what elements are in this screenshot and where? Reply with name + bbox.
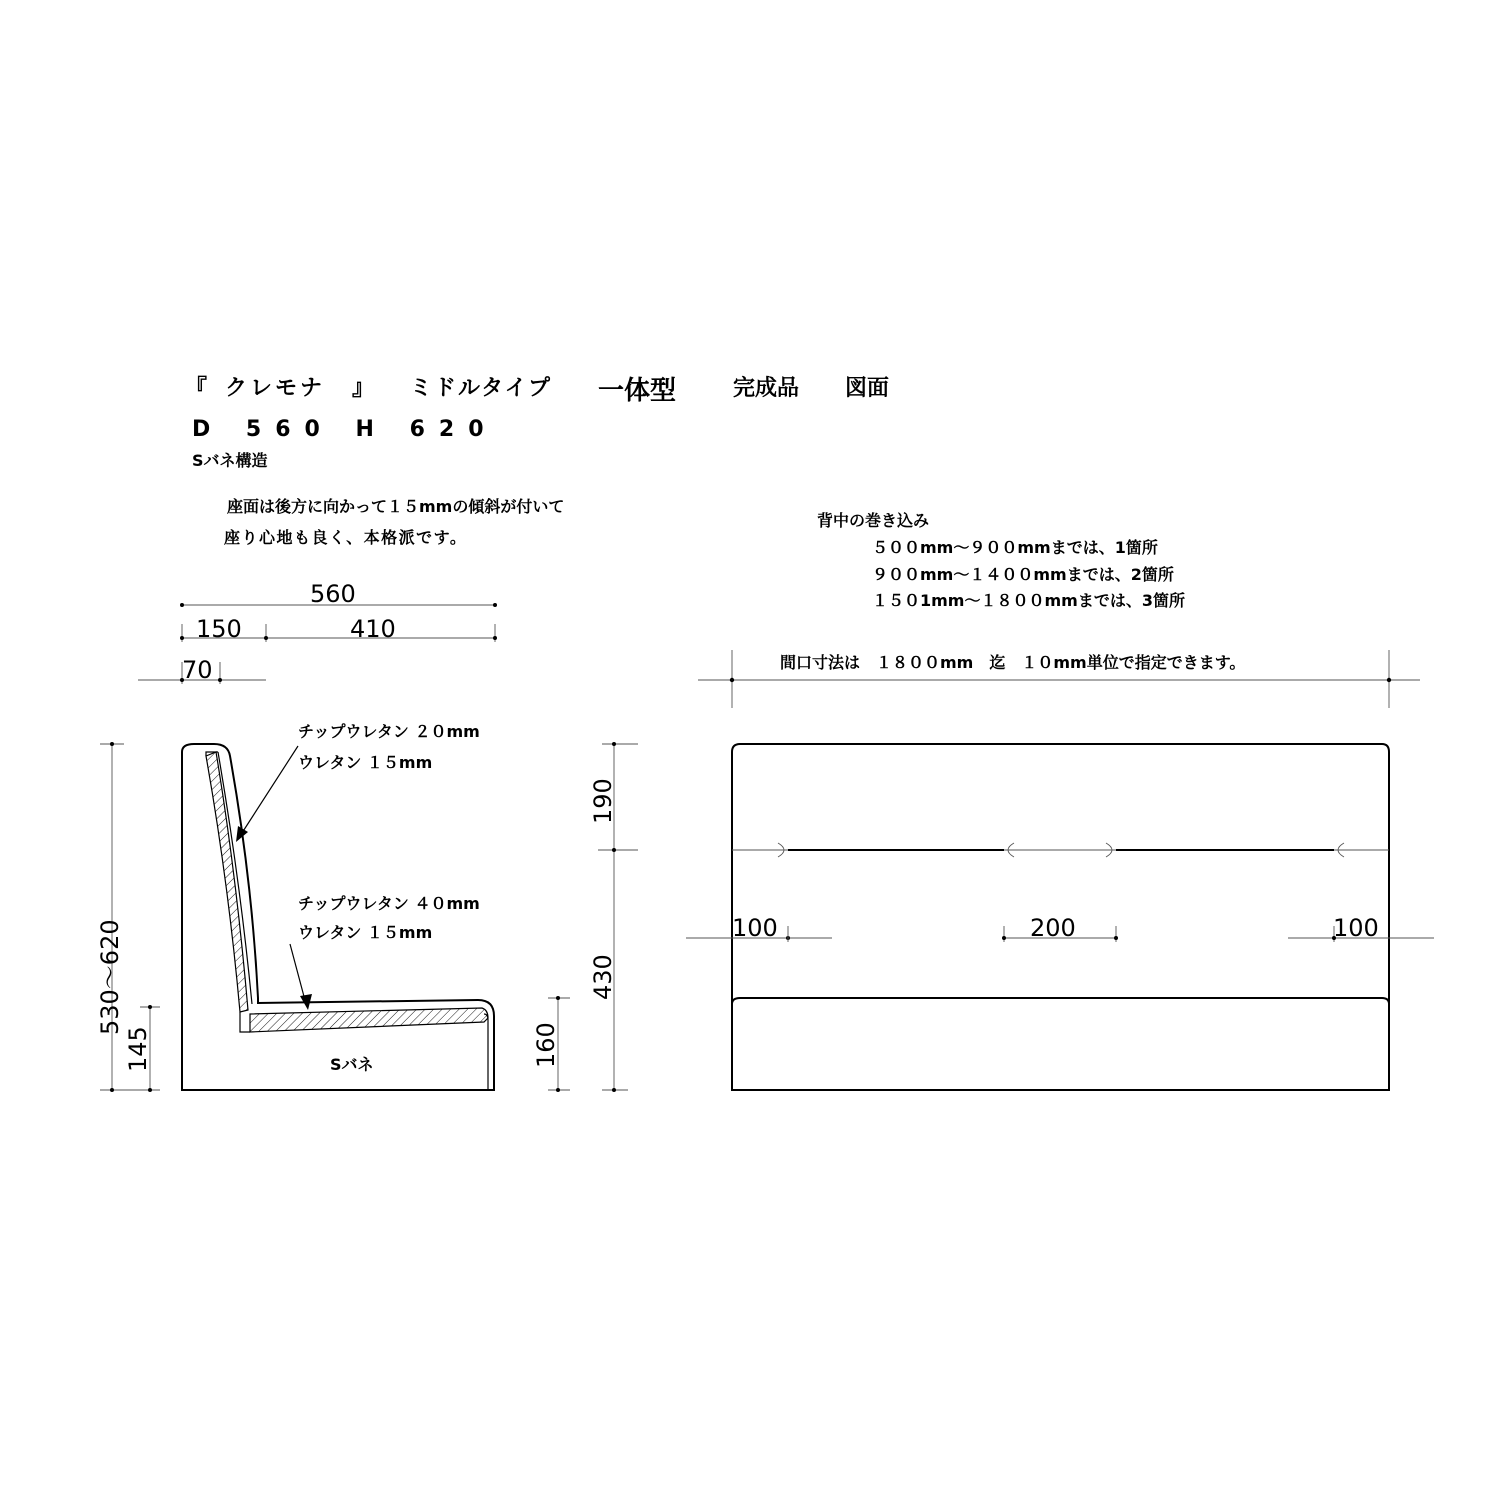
title-bracket-open: 『 (185, 376, 208, 401)
dim-back-upper: 190 (589, 778, 617, 824)
dim-center-gap: 200 (1030, 914, 1076, 942)
back-wrap-rule-3: １５０1mm～１８００mmまでは、3箇所 (872, 591, 1185, 610)
width-dimension (698, 650, 1420, 708)
title-bracket-close: 』 (352, 376, 375, 401)
side-outline (182, 744, 494, 1090)
title-product: 完成品 (733, 376, 800, 401)
front-view (686, 744, 1434, 1090)
seat-padding (250, 1008, 488, 1032)
dim-right-margin: 100 (1333, 914, 1379, 942)
description-line-1: 座面は後方に向かって１５mmの傾斜が付いて (227, 497, 565, 516)
back-layer-1: チップウレタン ２０mm (298, 722, 480, 741)
back-layer-2: ウレタン １５mm (298, 753, 433, 772)
dimensions-line: D 560 H 620 (192, 417, 498, 442)
side-view (182, 722, 494, 1090)
structure-label: Sバネ構造 (192, 451, 268, 470)
side-top-dimensions (138, 580, 497, 684)
seat-layer-2: ウレタン １５mm (298, 923, 433, 942)
side-left-dimensions (96, 742, 160, 1092)
width-note: 間口寸法は １８００mm 迄 １０mm単位で指定できます。 (780, 653, 1246, 672)
dim-height-total: 530～620 (96, 919, 124, 1035)
back-wrap-rule-2: ９００mm～１４００mmまでは、2箇所 (872, 565, 1174, 584)
title-type: ミドルタイプ (410, 376, 553, 401)
title-product-name: クレモナ (225, 376, 326, 401)
title-model: 一体型 (598, 376, 677, 406)
dim-left-margin: 100 (732, 914, 778, 942)
dim-depth-total: 560 (310, 580, 356, 608)
back-wrap-heading: 背中の巻き込み (817, 511, 930, 530)
title-block (185, 375, 889, 406)
front-seat-cushion (732, 998, 1389, 1090)
back-padding (206, 752, 248, 1012)
dim-offset: 70 (182, 656, 213, 684)
dim-seat-depth: 410 (350, 615, 396, 643)
title-drawing: 図面 (845, 376, 890, 401)
spring-label: Sバネ (330, 1055, 374, 1074)
dim-seat-base-left: 145 (124, 1026, 152, 1072)
side-right-dimensions (532, 742, 638, 1092)
description-line-2: 座り心地も良く、本格派です。 (224, 528, 468, 547)
dim-lower: 430 (589, 954, 617, 1000)
dim-back-depth: 150 (196, 615, 242, 643)
dim-seat-base-right: 160 (532, 1022, 560, 1068)
back-wrap-rule-1: ５００mm～９００mmまでは、1箇所 (872, 538, 1158, 557)
seat-layer-1: チップウレタン ４０mm (298, 894, 480, 913)
